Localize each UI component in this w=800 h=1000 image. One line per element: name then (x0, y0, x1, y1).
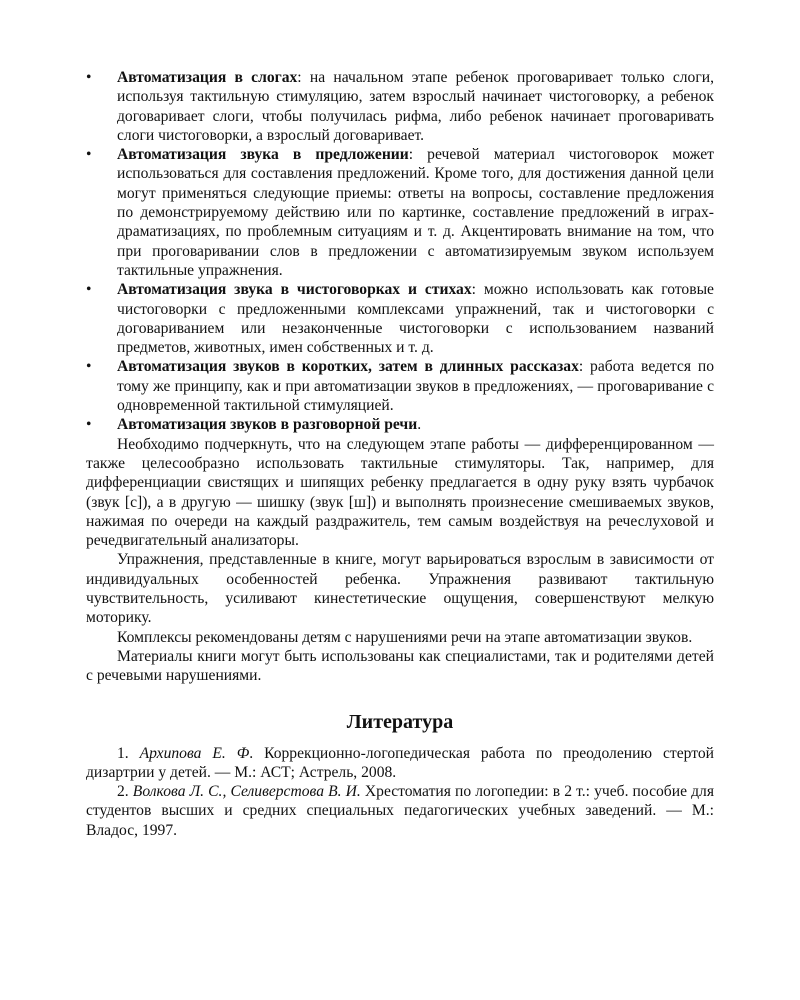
bullet-body: . (417, 416, 422, 434)
bullet-title: Автоматизация звуков в разговорной речи (117, 416, 418, 434)
bullet-item (86, 145, 714, 280)
bullet-title: Автоматизация звука в чистоговорках и стихах (117, 281, 472, 299)
bullet-icon: • (86, 416, 92, 434)
document-page (86, 68, 714, 840)
bullet-body: : работа ведется по тому же принципу, как и при автоматизации звуков в предложениях, — проговаривание с одновременной тактильной стимуляцией. (117, 358, 714, 415)
bullet-item (86, 68, 714, 145)
reference-text: Хрестоматия по логопедии: в 2 т.: учеб. пособие для студентов высших и средних специальных педагогических учебных заведений. — М.: Владос, 1997. (86, 783, 714, 839)
bullet-icon: • (86, 69, 92, 86)
reference-text: . Коррекционно-логопедическая работа по преодолению стертой дизартрии у детей. — М.: АСТ; Астрель, 2008. (86, 744, 715, 781)
bullet-icon: • (86, 146, 92, 164)
bullet-body: : речевой материал чистоговорок может использоваться для составления предложений. Кроме того, для достижения данной цели могут применяться следующие приемы: ответы на вопросы, составление предложения по демонстрируемому действию или по картинке, составление предложений в играх-драматизациях, по проблемным ситуациям и т. д. Акцентировать внимание на том, что при проговаривании слов в предложении с автоматизируемым звуком используем тактильные упражнения. (117, 146, 714, 279)
bullet-item (86, 415, 714, 434)
bullet-icon: • (86, 358, 92, 376)
reference-author: Волкова Л. С., Селиверстова В. И. (132, 783, 361, 801)
reference-number: 2. (117, 783, 133, 801)
bullet-icon: • (86, 281, 92, 299)
bullet-body: : на начальном этапе ребенок проговаривает только слоги, используя тактильную стимуляцию, затем взрослый начинает чистоговорку, а ребенок договаривает слоги, чтобы получилась рифма, либо ребенок начинает проговаривать слоги чистоговорки, а взрослый договаривает. (117, 69, 714, 144)
body-paragraph: Необходимо подчеркнуть, что на следующем этапе работы — дифференцированном — также целесообразно использовать тактильные стимуляторы. Так, например, для дифференциации свистящих и шипящих ребенку предлагается в одну руку взять чурбачок (звук [с]), а в другую — шишку (звук [ш]) и выполнять произнесение смешиваемых звуков, нажимая по очереди на каждый раздражитель, тем самым воздействуя на речеслуховой и речедвигательный анализаторы. (86, 435, 714, 550)
body-paragraph: Материалы книги могут быть использованы как специалистами, так и родителями детей с речевыми нарушениями. (86, 647, 714, 685)
reference-item (86, 744, 714, 783)
bullet-title: Автоматизация в слогах (117, 69, 298, 86)
body-paragraph: Комплексы рекомендованы детям с нарушениями речи на этапе автоматизации звуков. (117, 628, 693, 646)
bullet-title: Автоматизация звуков в коротких, затем в длинных рассказах (117, 358, 579, 376)
reference-number: 1. (117, 744, 140, 762)
bullet-item (86, 357, 714, 415)
bullet-list (86, 68, 714, 435)
bullet-title: Автоматизация звука в предложении (117, 146, 409, 164)
literature-heading: Литература (346, 710, 454, 733)
bullet-item (86, 280, 714, 357)
reference-item (86, 782, 714, 840)
bullet-body: : можно использовать как готовые чистоговорки с предложенными комплексами упражнений, так и чистоговорки с договариванием или незаконченные чистоговорки с использованием названий предметов, животных, имен собственных и т. д. (117, 281, 714, 357)
body-paragraph: Упражнения, представленные в книге, могут варьироваться взрослым в зависимости от индивидуальных особенностей ребенка. Упражнения развивают тактильную чувствительность, усиливают кинестетические ощущения, совершенствуют мелкую моторику. (86, 551, 714, 627)
reference-author: Архипова Е. Ф (139, 744, 250, 762)
